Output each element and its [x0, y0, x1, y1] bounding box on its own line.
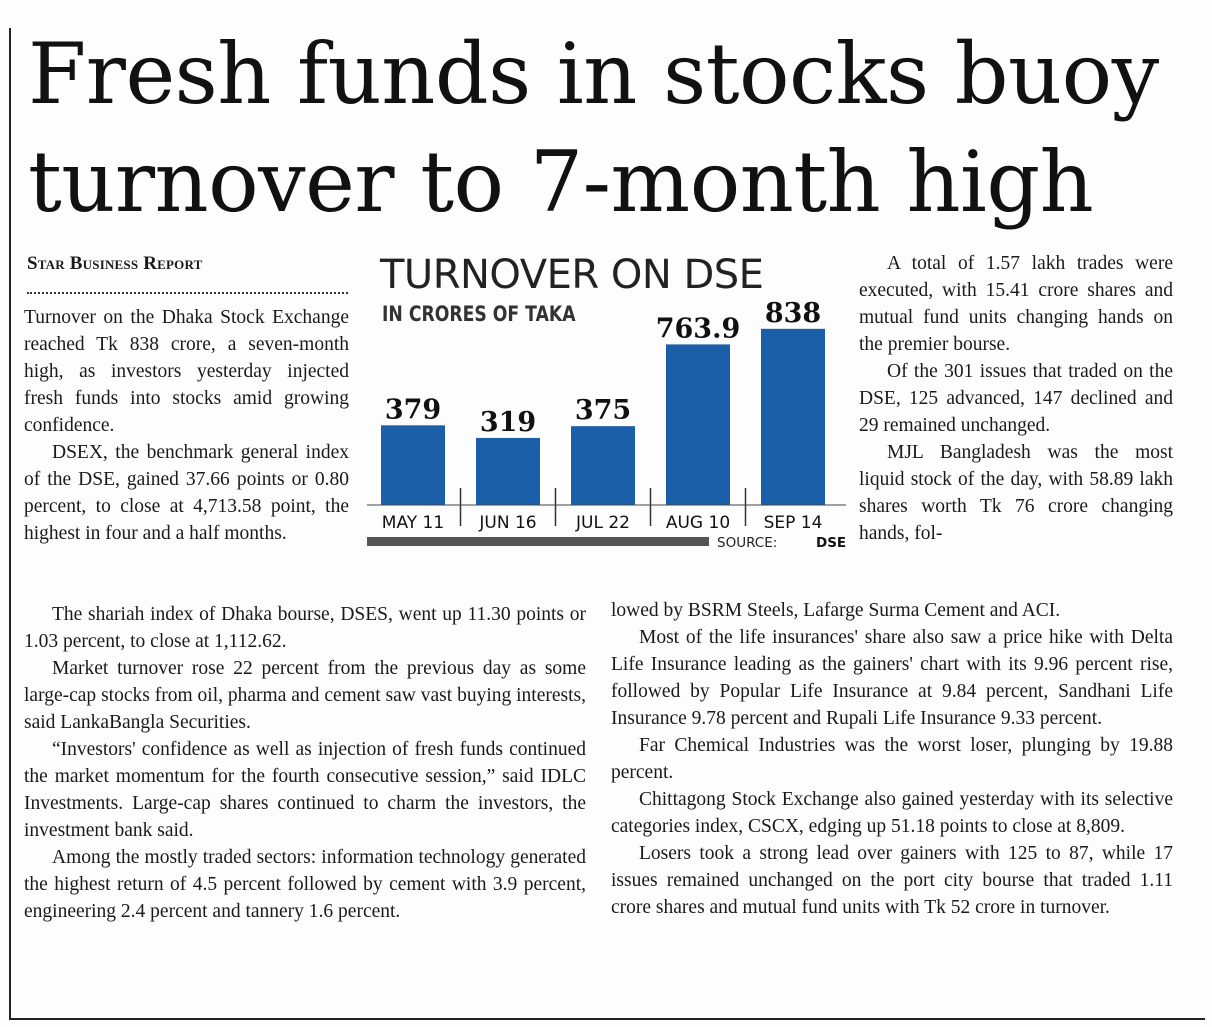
bar-value-label: 379 [384, 394, 442, 426]
bar-aug-10 [666, 344, 730, 505]
article-column-lower-right [611, 597, 1173, 921]
bar-value-label: 375 [574, 395, 632, 427]
chart-baseline-bar [367, 537, 709, 546]
paragraph: “Investors' confidence as well as injection of fresh funds continued the market momentum for the fourth consecutive session,” said IDLC Investments. Large-cap shares continued to charm the investors, the investment bank said. [24, 739, 586, 841]
bar-value-label: 319 [479, 406, 537, 438]
paragraph: The shariah index of Dhaka bourse, DSES, went up 11.30 points or 1.03 percent, to close at 1,112.62. [24, 604, 586, 652]
bar-may-11 [381, 425, 445, 505]
article-column-upper-right [859, 250, 1173, 547]
paragraph: Losers took a strong lead over gainers with 125 to 87, while 17 issues remained unchanged on the port city bourse that traded 1.11 crore shares and mutual fund units with Tk 52 crore in turnover. [611, 843, 1173, 918]
paragraph: Among the mostly traded sectors: information technology generated the highest return of 4.5 percent followed by cement with 3.9 percent, engineering 2.4 percent and tannery 1.6 percent. [24, 847, 586, 922]
chart-source-label: SOURCE: [717, 535, 778, 550]
paragraph: A total of 1.57 lakh trades were executed, with 15.41 crore shares and mutual fund units changing hands on the premier bourse. [859, 253, 1173, 355]
bar-sep-14 [761, 329, 825, 505]
article-column-left [24, 304, 349, 547]
byline-divider [27, 292, 348, 294]
bar-jun-16 [476, 438, 540, 505]
byline: Star Business Report [27, 253, 203, 274]
category-label: JUN 16 [479, 513, 537, 533]
chart-title: TURNOVER ON DSE [380, 252, 764, 298]
page-border-bottom [9, 1018, 1205, 1020]
paragraph: MJL Bangladesh was the most liquid stock of the day, with 58.89 lakh shares worth Tk 76 crore changing hands, fol- [859, 442, 1173, 544]
category-label: SEP 14 [763, 513, 823, 533]
bar-value-label: 763.9 [655, 313, 741, 345]
category-label: MAY 11 [381, 513, 445, 533]
paragraph: DSEX, the benchmark general index of the DSE, gained 37.66 points or 0.80 percent, to close at 4,713.58 point, the highest in four and a half months. [24, 442, 349, 544]
paragraph: Market turnover rose 22 percent from the previous day as some large-cap stocks from oil, pharma and cement saw vast buying interests, said LankaBangla Securities. [24, 658, 586, 733]
category-label: AUG 10 [665, 513, 731, 533]
paragraph: lowed by BSRM Steels, Lafarge Surma Cement and ACI. [611, 600, 1061, 621]
chart-subtitle: IN CRORES OF TAKA [382, 302, 576, 326]
paragraph: Turnover on the Dhaka Stock Exchange reached Tk 838 crore, a seven-month high, as investors yesterday injected fresh funds into stocks amid growing confidence. [24, 307, 349, 436]
paragraph: Of the 301 issues that traded on the DSE, 125 advanced, 147 declined and 29 remained unchanged. [859, 361, 1173, 436]
chart-source-name: DSE [816, 535, 847, 550]
category-label: JUL 22 [576, 513, 630, 533]
paragraph: Far Chemical Industries was the worst loser, plunging by 19.88 percent. [611, 735, 1173, 783]
turnover-bar-chart [364, 300, 856, 550]
headline: Fresh funds in stocks buoy turnover to 7-month high [28, 25, 1159, 231]
article-column-lower-left [24, 601, 586, 925]
paragraph: Most of the life insurances' share also saw a price hike with Delta Life Insurance leading as the gainers' chart with its 9.96 percent rise, followed by Popular Life Insurance at 9.84 percent, Sandhani Life Insurance 9.78 percent and Rupali Life Insurance 9.33 percent. [611, 627, 1173, 729]
bar-value-label: 838 [764, 300, 822, 329]
paragraph: Chittagong Stock Exchange also gained yesterday with its selective categories index, CSCX, edging up 51.18 points to close at 8,809. [611, 789, 1173, 837]
page-border-left [9, 28, 11, 1020]
bar-jul-22 [571, 426, 635, 505]
